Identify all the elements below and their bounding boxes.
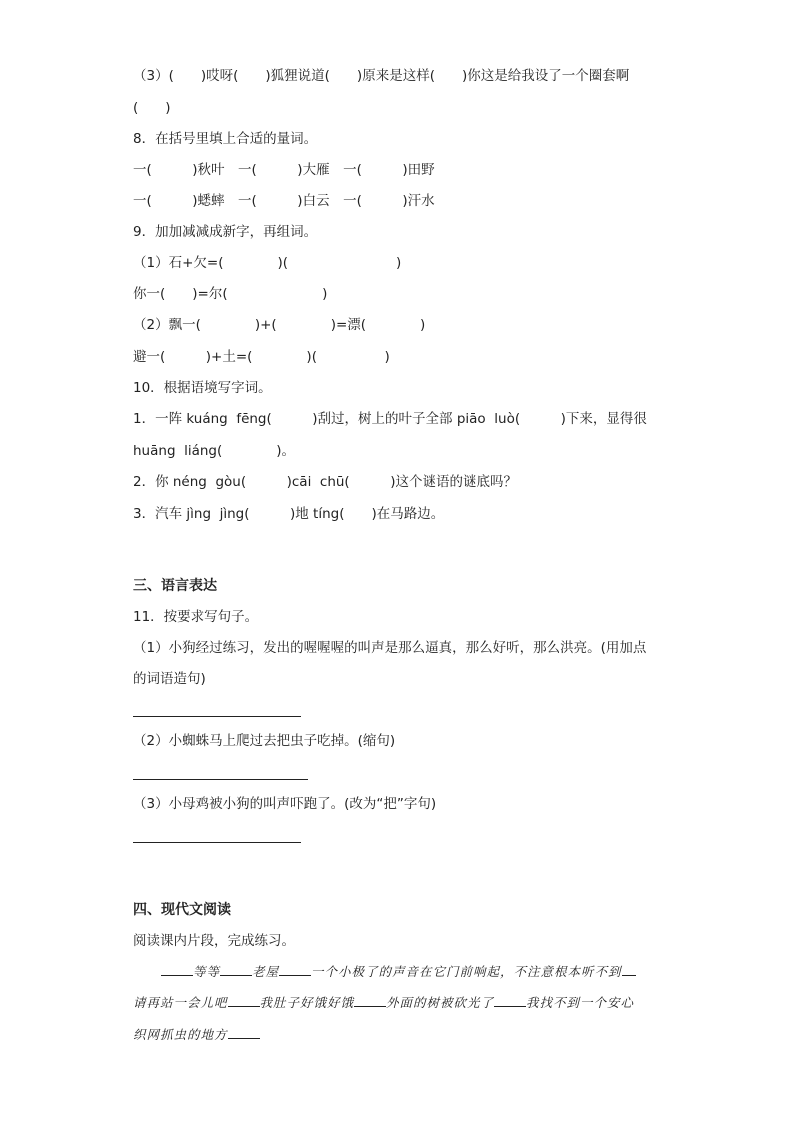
passage-text: 请再站一会儿吧: [133, 995, 228, 1010]
passage-text: 一个小极了的声音在它门前响起，不注意根本听不到: [311, 964, 622, 979]
passage-text: 织网抓虫的地方: [133, 1027, 228, 1042]
q11-item1-line2: 的词语造句): [133, 671, 206, 687]
q10-sentence-2: 2．你 néng gòu( )cāi chū( )这个谜语的谜底吗？: [133, 474, 517, 490]
q8-title: 8．在括号里填上合适的量词。: [133, 131, 318, 147]
q9-part1-b: 你一( )=尔( ): [133, 286, 328, 302]
q8-row2: 一( )蟋蟀 一( )白云 一( )汗水: [133, 193, 435, 209]
passage-line-1: [161, 963, 636, 981]
answer-line-3[interactable]: [133, 842, 301, 843]
q7-item3-line2: ( ): [133, 100, 171, 116]
passage-line-3: [133, 1026, 260, 1044]
passage-text: 等等: [193, 964, 221, 979]
reading-intro: 阅读课内片段，完成练习。: [133, 933, 295, 949]
q7-item3-line1: （3）( )哎呀( )狐狸说道( )原来是这样( )你这是给我设了一个圈套啊: [133, 68, 630, 84]
q9-part2-a: （2）飘一( )+( )=漂( ): [133, 317, 426, 333]
blank[interactable]: [279, 963, 311, 976]
blank[interactable]: [228, 1026, 260, 1039]
blank[interactable]: [228, 994, 260, 1007]
q9-title: 9．加加减减成新字，再组词。: [133, 224, 318, 240]
passage-text: 外面的树被砍光了: [386, 995, 495, 1010]
blank[interactable]: [220, 963, 252, 976]
answer-line-1[interactable]: [133, 716, 301, 717]
q11-title: 11．按要求写句子。: [133, 609, 259, 625]
blank[interactable]: [622, 963, 636, 976]
q10-title: 10．根据语境写字词。: [133, 380, 272, 396]
q10-sentence-1b: huāng liáng( )。: [133, 443, 296, 459]
passage-line-2: [133, 994, 634, 1012]
q9-part1-a: （1）石+欠=( )( ): [133, 255, 402, 271]
passage-text: 我找不到一个安心: [526, 995, 635, 1010]
q11-item1-line1: （1）小狗经过练习，发出的喔喔喔的叫声是那么逼真，那么好听，那么洪亮。(用加点: [133, 640, 647, 656]
q10-sentence-3: 3．汽车 jìng jìng( )地 tíng( )在马路边。: [133, 506, 445, 522]
q8-row1: 一( )秋叶 一( )大雁 一( )田野: [133, 162, 435, 178]
passage-text: 老屋: [252, 964, 280, 979]
answer-line-2[interactable]: [133, 779, 308, 780]
q9-part2-b: 避一( )+土=( )( ): [133, 349, 390, 365]
blank[interactable]: [494, 994, 526, 1007]
section-3-heading: 三、语言表达: [133, 578, 217, 594]
passage-text: 我肚子好饿好饿: [259, 995, 355, 1010]
blank[interactable]: [354, 994, 386, 1007]
q10-sentence-1a: 1．一阵 kuáng fēng( )刮过，树上的叶子全部 piāo luò( )下来，显得很: [133, 411, 647, 427]
section-4-heading: 四、现代文阅读: [133, 902, 231, 918]
q11-item2: （2）小蜘蛛马上爬过去把虫子吃掉。(缩句): [133, 733, 396, 749]
blank[interactable]: [161, 963, 193, 976]
q11-item3: （3）小母鸡被小狗的叫声吓跑了。(改为“把”字句): [133, 796, 437, 812]
